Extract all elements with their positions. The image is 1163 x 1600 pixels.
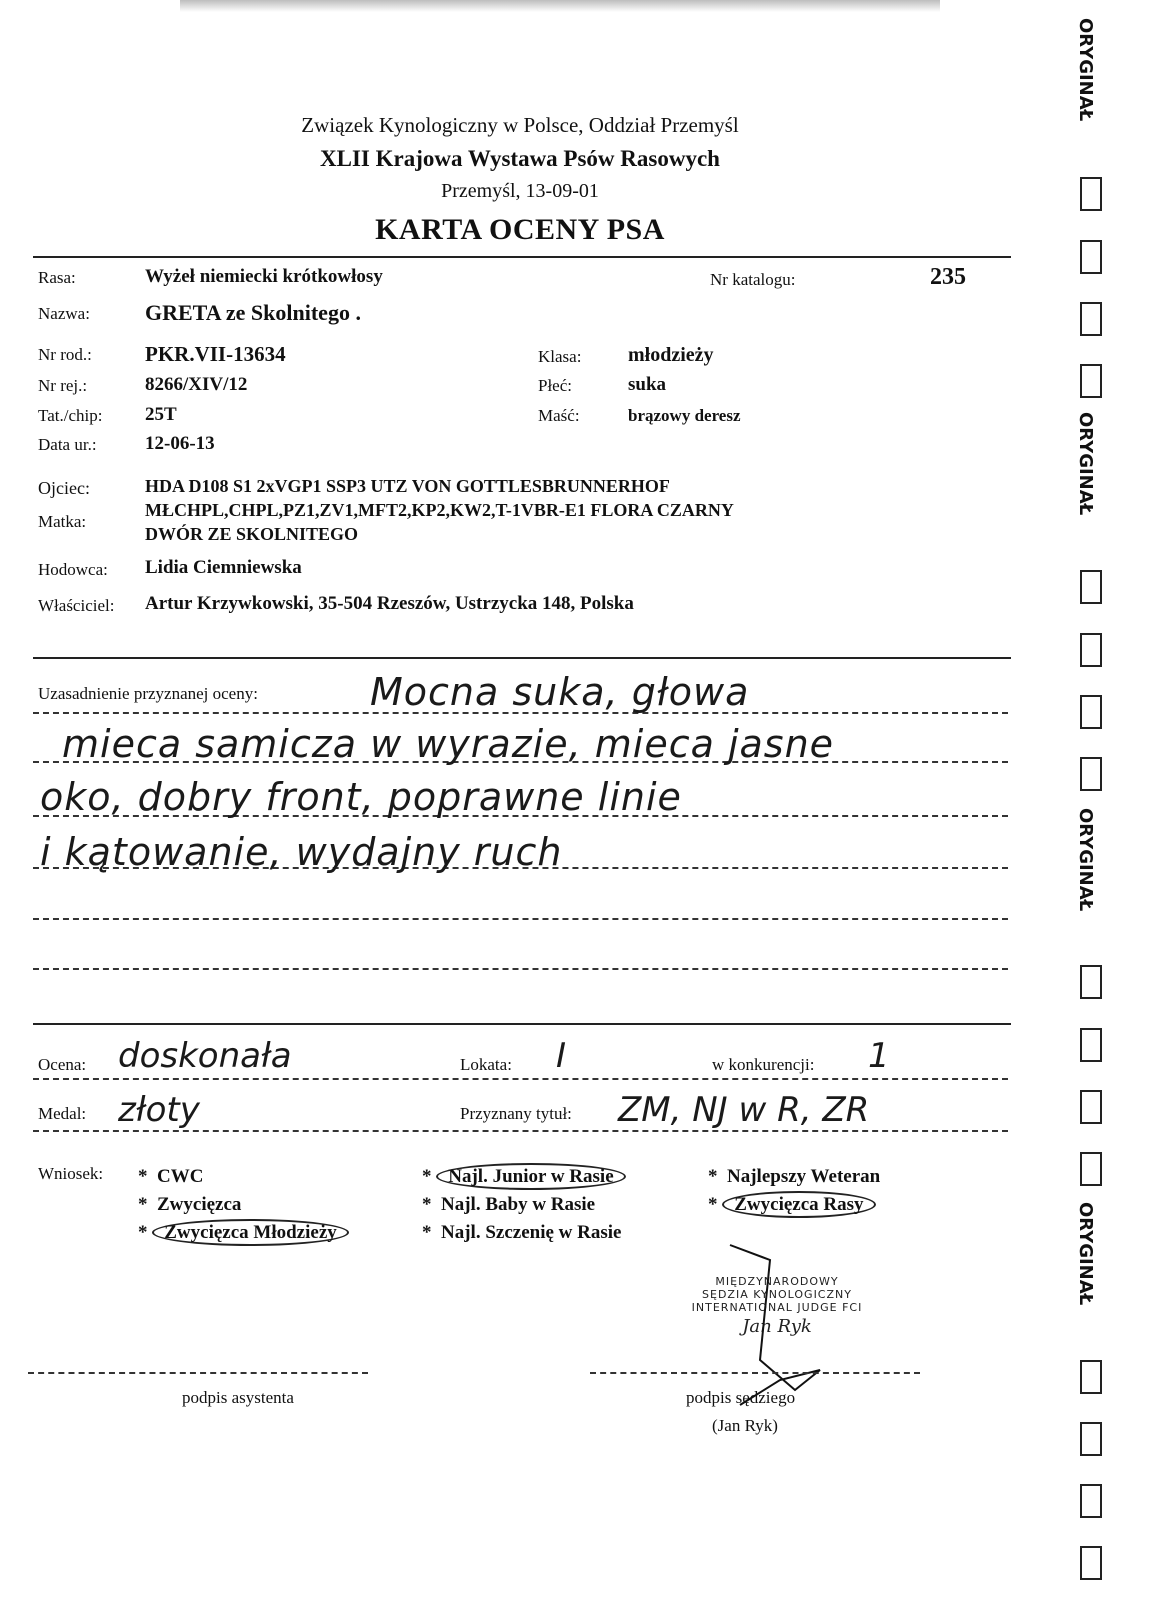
matka-value-2: DWÓR ZE SKOLNITEGO xyxy=(145,524,359,544)
masc-label: Maść: xyxy=(538,406,580,425)
wlasciciel-value: Artur Krzywkowski, 35-504 Rzeszów, Ustrzycka 148, Polska xyxy=(145,593,634,614)
nr-rej-value: 8266/XIV/12 xyxy=(145,374,248,395)
tytul-label: Przyznany tytuł: xyxy=(460,1104,572,1123)
side-box xyxy=(1080,1422,1102,1456)
rasa-label: Rasa: xyxy=(38,268,76,287)
medal-label: Medal: xyxy=(38,1104,87,1123)
assistant-signature-label: podpis asystenta xyxy=(182,1388,294,1407)
side-box xyxy=(1080,364,1102,398)
side-box xyxy=(1080,1152,1102,1186)
chip-value: 25T xyxy=(145,404,177,425)
wniosek-najl-szczenie: * Najl. Szczenię w Rasie xyxy=(422,1222,622,1243)
justification-label: Uzasadnienie przyznanej oceny: xyxy=(38,684,258,703)
side-box xyxy=(1080,1090,1102,1124)
wniosek-zwyciezca: * Zwycięzca xyxy=(138,1194,242,1215)
chip-label: Tat./chip: xyxy=(38,406,103,425)
konkurencja-label: w konkurencji: xyxy=(712,1055,815,1074)
wniosek-zwyciezca-rasy: * Zwycięzca Rasy xyxy=(708,1194,876,1216)
hodowca-label: Hodowca: xyxy=(38,560,108,579)
side-box xyxy=(1080,695,1102,729)
justification-line xyxy=(33,918,1008,920)
wniosek-najl-baby: * Najl. Baby w Rasie xyxy=(422,1194,596,1215)
klasa-value: młodzieży xyxy=(628,344,714,366)
wniosek-najl-junior: * Najl. Junior w Rasie xyxy=(422,1166,626,1188)
justification-line xyxy=(33,968,1008,970)
side-watermark: ORYGINAŁ xyxy=(1075,18,1096,122)
judge-signature-line xyxy=(590,1372,920,1374)
katalog-value: 235 xyxy=(930,264,966,290)
lokata-label: Lokata: xyxy=(460,1055,512,1074)
org-name: Związek Kynologiczny w Polsce, Oddział Przemyśl xyxy=(301,113,739,137)
plec-label: Płeć: xyxy=(538,376,572,395)
ojciec-label: Ojciec: xyxy=(38,478,90,498)
side-box xyxy=(1080,240,1102,274)
katalog-label: Nr katalogu: xyxy=(710,270,796,289)
ojciec-value: HDA D108 S1 2xVGP1 SSP3 UTZ VON GOTTLESBRUNNERHOF xyxy=(145,476,670,496)
side-box xyxy=(1080,570,1102,604)
handwritten-line-4: i kątowanie, wydajny ruch xyxy=(40,830,563,874)
nazwa-label: Nazwa: xyxy=(38,304,90,323)
data-ur-value: 12-06-13 xyxy=(145,433,215,454)
konkurencja-value: 1 xyxy=(868,1036,890,1076)
matka-value-1: MŁCHPL,CHPL,PZ1,ZV1,MFT2,KP2,KW2,T-1VBR-E1 FLORA CZARNY xyxy=(145,500,734,520)
side-box xyxy=(1080,1546,1102,1580)
side-box xyxy=(1080,1360,1102,1394)
show-place-date: Przemyśl, 13-09-01 xyxy=(441,180,599,202)
side-box xyxy=(1080,302,1102,336)
nr-rod-value: PKR.VII-13634 xyxy=(145,342,286,366)
side-watermark: ORYGINAŁ xyxy=(1075,808,1096,912)
wniosek-najl-weteran: * Najlepszy Weteran xyxy=(708,1166,881,1187)
scan-shadow xyxy=(180,0,940,12)
tytul-value: ZM, NJ w R, ZR xyxy=(618,1090,870,1130)
hodowca-value: Lidia Ciemniewska xyxy=(145,557,302,578)
side-box xyxy=(1080,177,1102,211)
assistant-signature-line xyxy=(28,1372,368,1374)
handwritten-line-2: mieca samicza w wyrazie, mieca jasne xyxy=(62,722,835,766)
handwritten-line-1: Mocna suka, głowa xyxy=(370,670,750,714)
side-box xyxy=(1080,757,1102,791)
plec-value: suka xyxy=(628,374,667,395)
judge-signature-label: podpis sędziego xyxy=(686,1388,796,1407)
data-ur-label: Data ur.: xyxy=(38,435,97,454)
judge-name: (Jan Ryk) xyxy=(712,1416,778,1435)
judge-stamp: MIĘDZYNARODOWY SĘDZIA KYNOLOGICZNY INTERNATIONAL JUDGE FCI Jan Ryk xyxy=(691,1275,863,1337)
side-box xyxy=(1080,1484,1102,1518)
wlasciciel-label: Właściciel: xyxy=(38,596,115,615)
nr-rod-label: Nr rod.: xyxy=(38,345,92,364)
handwritten-line-3: oko, dobry front, poprawne linie xyxy=(40,775,682,819)
wniosek-zwyciezca-mlodziezy: * Zwycięzca Młodzieży xyxy=(138,1222,349,1244)
side-box xyxy=(1080,633,1102,667)
grading-line xyxy=(33,1130,1008,1132)
nazwa-value: GRETA ze Skolnitego . xyxy=(145,300,361,325)
page-title: KARTA OCENY PSA xyxy=(375,213,665,246)
header-rule xyxy=(33,256,1011,258)
medal-value: złoty xyxy=(118,1090,200,1130)
side-watermark: ORYGINAŁ xyxy=(1075,412,1096,516)
grading-line xyxy=(33,1078,1008,1080)
judge-signature xyxy=(700,1240,840,1410)
ocena-label: Ocena: xyxy=(38,1055,87,1074)
masc-value: brązowy deresz xyxy=(628,406,741,425)
wniosek-label: Wniosek: xyxy=(38,1164,104,1183)
klasa-label: Klasa: xyxy=(538,347,582,366)
details-rule xyxy=(33,657,1011,659)
side-box xyxy=(1080,965,1102,999)
grading-rule xyxy=(33,1023,1011,1025)
side-box xyxy=(1080,1028,1102,1062)
show-title: XLII Krajowa Wystawa Psów Rasowych xyxy=(320,146,720,171)
side-watermark: ORYGINAŁ xyxy=(1075,1202,1096,1306)
matka-label: Matka: xyxy=(38,512,87,531)
rasa-value: Wyżeł niemiecki krótkowłosy xyxy=(145,266,383,287)
nr-rej-label: Nr rej.: xyxy=(38,376,88,395)
ocena-value: doskonała xyxy=(118,1036,292,1076)
lokata-value: I xyxy=(556,1036,567,1076)
wniosek-cwc: * CWC xyxy=(138,1166,204,1187)
